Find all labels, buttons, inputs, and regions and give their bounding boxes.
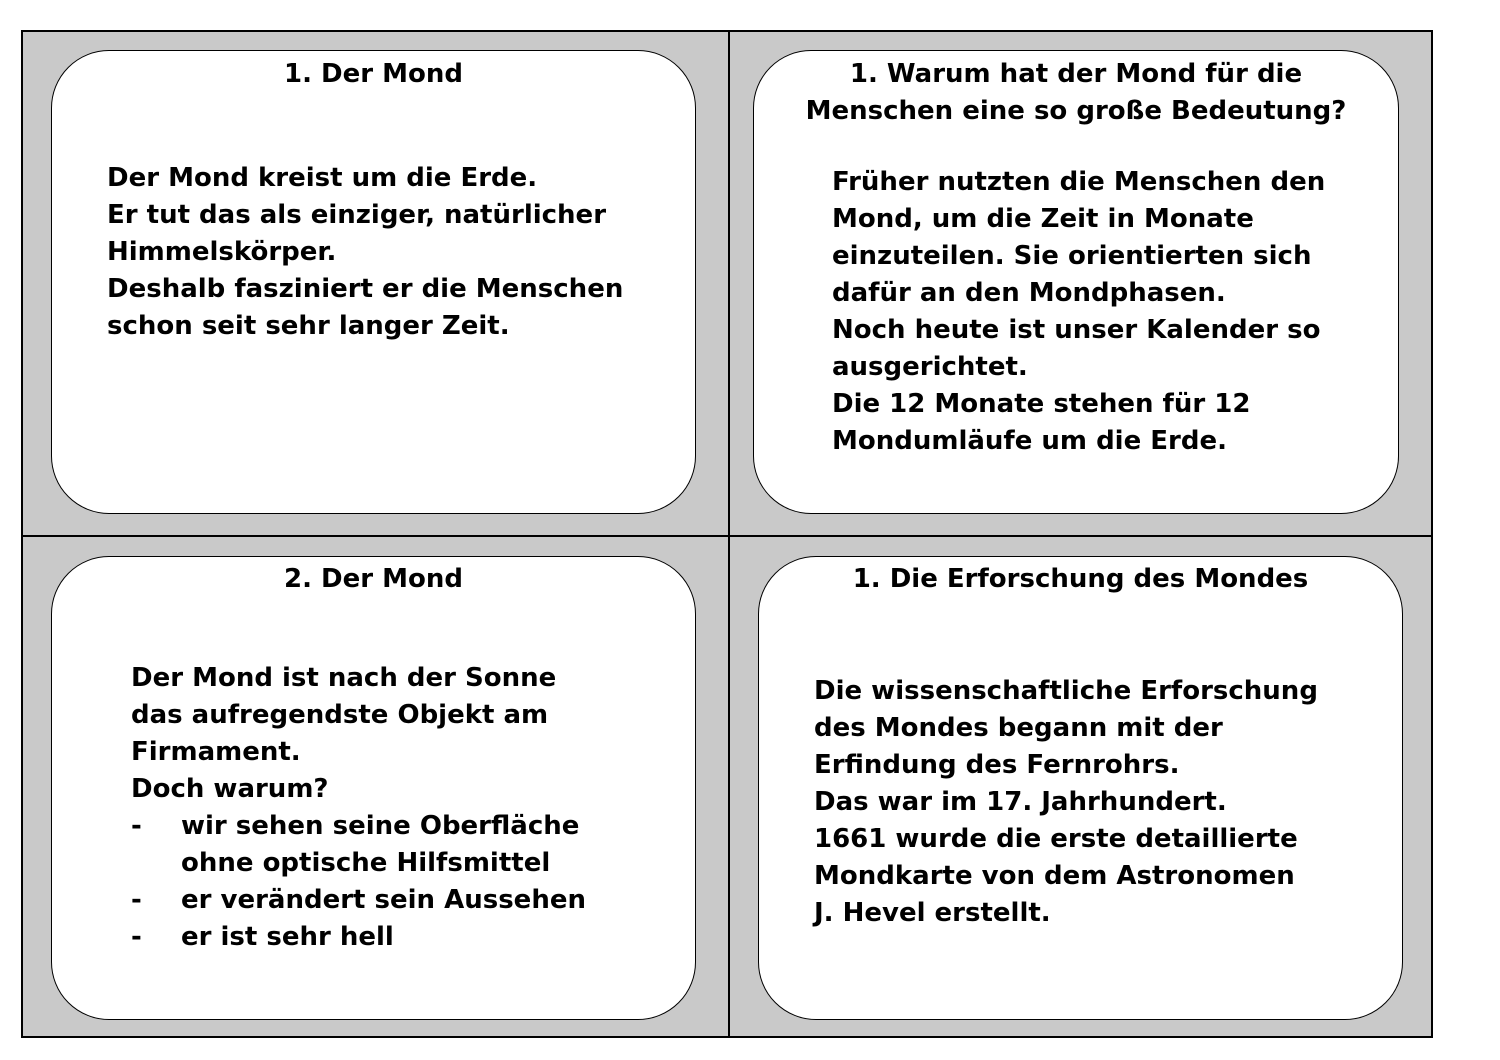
body-line: schon seit sehr langer Zeit.: [107, 311, 510, 341]
body-line: Deshalb fasziniert er die Menschen: [107, 274, 624, 304]
body-line: Die wissenschaftliche Erforschung: [814, 676, 1318, 706]
card-title: [52, 561, 695, 598]
body-line: Der Mond kreist um die Erde.: [107, 163, 538, 193]
card-title-line: 2. Der Mond: [284, 564, 463, 594]
body-line: Der Mond ist nach der Sonne: [131, 663, 557, 693]
card-title-line: Menschen eine so große Bedeutung?: [805, 96, 1347, 126]
body-line: Mond, um die Zeit in Monate: [832, 204, 1254, 234]
bullet-dash: -: [131, 885, 142, 915]
card-title: [52, 56, 695, 93]
bullet-text: ohne optische Hilfsmittel: [181, 848, 551, 878]
body-line: Noch heute ist unser Kalender so: [832, 315, 1321, 345]
body-line: Die 12 Monate stehen für 12: [832, 389, 1251, 419]
card-title-line: 1. Die Erforschung des Mondes: [852, 564, 1309, 594]
body-line: Himmelskörper.: [107, 237, 337, 267]
body-line: J. Hevel erstellt.: [814, 898, 1051, 928]
bullet-item: [131, 808, 586, 882]
body-line: Das war im 17. Jahrhundert.: [814, 787, 1227, 817]
card-title-line: 1. Der Mond: [284, 59, 463, 89]
card-title-line: 1. Warum hat der Mond für die: [849, 59, 1303, 89]
card-title: [759, 561, 1402, 598]
body-line: ausgerichtet.: [832, 352, 1028, 382]
body-line: das aufregendste Objekt am: [131, 700, 549, 730]
body-line: 1661 wurde die erste detaillierte: [814, 824, 1298, 854]
bullet-text: er ist sehr hell: [181, 922, 394, 952]
horizontal-divider: [23, 535, 1431, 537]
vertical-divider: [728, 32, 730, 1036]
card-body: [814, 673, 1318, 932]
body-line: Erfindung des Fernrohrs.: [814, 750, 1180, 780]
card-body: [832, 164, 1325, 460]
bullet-dash: -: [131, 811, 142, 841]
body-line: Früher nutzten die Menschen den: [832, 167, 1326, 197]
bullet-item: [131, 882, 586, 919]
bullet-item: [131, 919, 586, 956]
body-line: Mondumläufe um die Erde.: [832, 426, 1227, 456]
body-line: Er tut das als einziger, natürlicher: [107, 200, 607, 230]
body-line: Doch warum?: [131, 774, 329, 804]
card-erforschung: [758, 556, 1403, 1020]
bullet-text: er verändert sein Aussehen: [181, 885, 586, 915]
body-line: Mondkarte von dem Astronomen: [814, 861, 1295, 891]
card-bedeutung: [753, 50, 1399, 514]
bullet-text: wir sehen seine Oberfläche: [181, 811, 580, 841]
body-line: dafür an den Mondphasen.: [832, 278, 1226, 308]
card-body: [107, 160, 623, 345]
body-line: Firmament.: [131, 737, 301, 767]
card-der-mond-2: [51, 556, 696, 1020]
body-line: einzuteilen. Sie orientierten sich: [832, 241, 1312, 271]
card-body: [131, 660, 586, 956]
card-der-mond-1: [51, 50, 696, 514]
card-title: [754, 56, 1398, 130]
body-line: des Mondes begann mit der: [814, 713, 1223, 743]
bullet-dash: -: [131, 922, 142, 952]
